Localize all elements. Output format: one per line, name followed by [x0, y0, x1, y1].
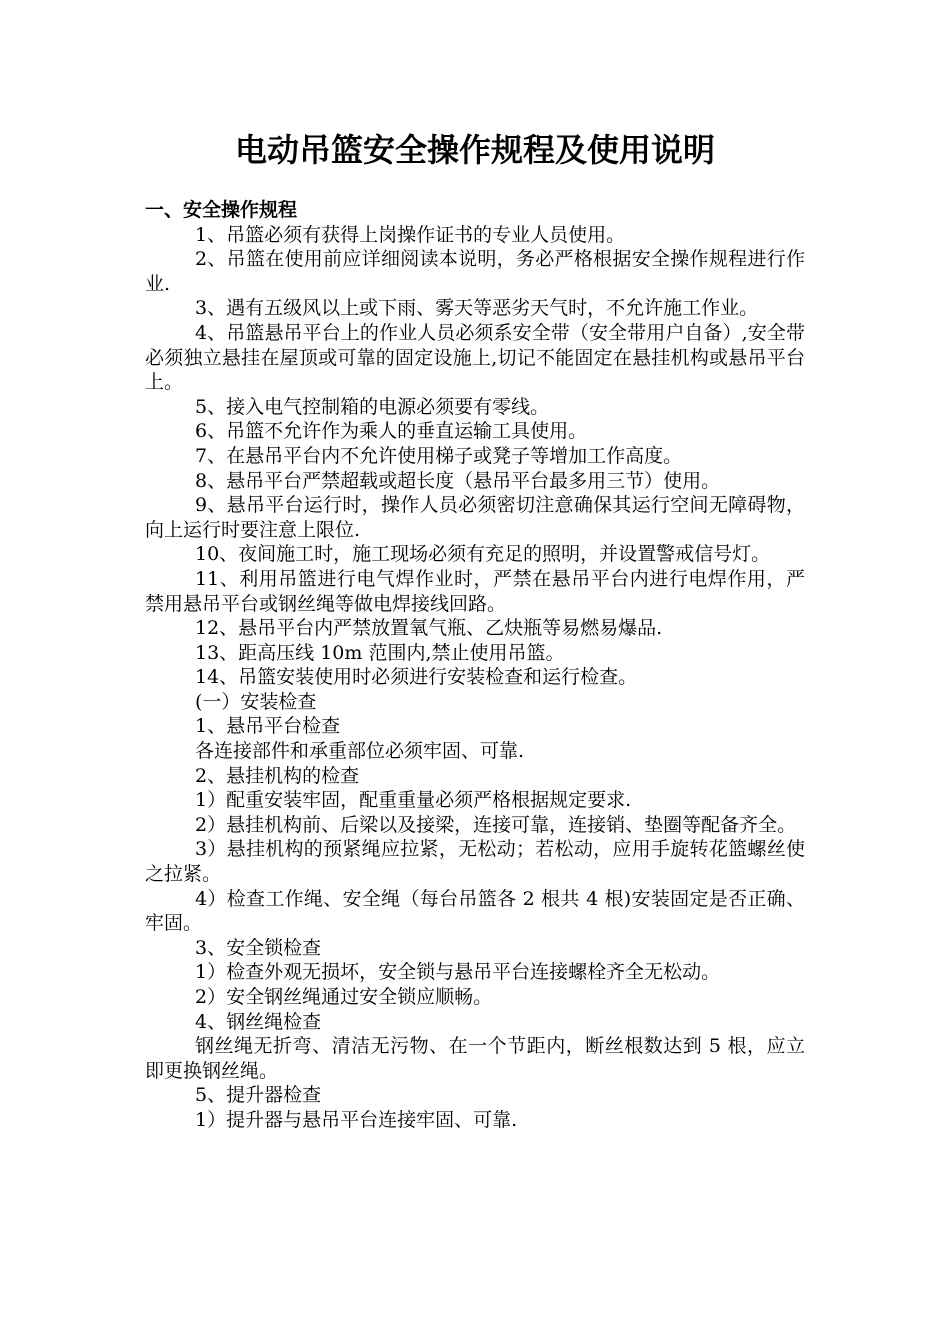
paragraph: 12、悬吊平台内严禁放置氧气瓶、乙炔瓶等易燃易爆品. — [195, 617, 663, 640]
paragraph: 5、接入电气控制箱的电源必须要有零线。 — [195, 395, 550, 418]
paragraph: 3、安全锁检查 — [195, 936, 322, 959]
paragraph: 13、距高压线 10m 范围内,禁止使用吊篮。 — [195, 641, 565, 664]
paragraph: 钢丝绳无折弯、清洁无污物、在一个节距内，断丝根数达到 5 根，应立即更换钢丝绳。 — [145, 1035, 805, 1082]
paragraph: 2）安全钢丝绳通过安全锁应顺畅。 — [195, 986, 493, 1008]
paragraph: 4、吊篮悬吊平台上的作业人员必须系安全带（安全带用户自备）,安全带必须独立悬挂在屋顶或可靠的固定设施上,切记不能固定在悬挂机构或悬吊平台上。 — [145, 321, 805, 394]
paragraph: 1）检查外观无损坏，安全锁与悬吊平台连接螺栓齐全无松动。 — [195, 961, 721, 984]
paragraph: 1、吊篮必须有获得上岗操作证书的专业人员使用。 — [195, 223, 626, 246]
paragraph: 6、吊篮不允许作为乘人的垂直运输工具使用。 — [195, 420, 588, 443]
paragraph: 2）悬挂机构前、后梁以及接梁，连接可靠，连接销、垫圈等配备齐全。 — [195, 813, 797, 836]
paragraph: 5、提升器检查 — [195, 1084, 322, 1107]
paragraph: 8、悬吊平台严禁超载或超长度（悬吊平台最多用三节）使用。 — [195, 469, 721, 492]
document-title: 电动吊篮安全操作规程及使用说明 — [234, 131, 715, 169]
paragraph: 1、悬吊平台检查 — [195, 715, 341, 738]
paragraph: 各连接部件和承重部位必须牢固、可靠. — [195, 740, 525, 763]
section-heading: 一、安全操作规程 — [145, 199, 298, 221]
paragraph: 11、利用吊篮进行电气焊作业时，严禁在悬吊平台内进行电焊作用，严禁用悬吊平台或钢丝绳等做电焊接线回路。 — [145, 567, 805, 615]
document-body — [145, 198, 805, 1133]
paragraph: 3、遇有五级风以上或下雨、雾天等恶劣天气时，不允许施工作业。 — [195, 297, 759, 320]
paragraph: 14、吊篮安装使用时必须进行安装检查和运行检查。 — [195, 666, 638, 689]
paragraph: 2、悬挂机构的检查 — [195, 764, 360, 787]
paragraph: 10、夜间施工时，施工现场必须有充足的照明，并设置警戒信号灯。 — [195, 543, 771, 566]
paragraph: 4）检查工作绳、安全绳（每台吊篮各 2 根共 4 根)安装固定是否正确、牢固。 — [145, 887, 805, 935]
paragraph: 2、吊篮在使用前应详细阅读本说明，务必严格根据安全操作规程进行作业. — [145, 248, 805, 295]
paragraph: 4、钢丝绳检查 — [195, 1010, 322, 1033]
paragraph-list — [145, 223, 805, 1133]
paragraph: 3）悬挂机构的预紧绳应拉紧，无松动；若松动，应用手旋转花篮螺丝使之拉紧。 — [145, 838, 805, 886]
paragraph: 1）提升器与悬吊平台连接牢固、可靠. — [195, 1108, 518, 1131]
paragraph: 1）配重安装牢固，配重重量必须严格根据规定要求. — [195, 789, 632, 812]
paragraph: 7、在悬吊平台内不允许使用梯子或凳子等增加工作高度。 — [195, 444, 683, 467]
paragraph: 9、悬吊平台运行时，操作人员必须密切注意确保其运行空间无障碍物，向上运行时要注意上限位. — [145, 494, 805, 541]
paragraph: (一）安装检查 — [195, 690, 317, 713]
